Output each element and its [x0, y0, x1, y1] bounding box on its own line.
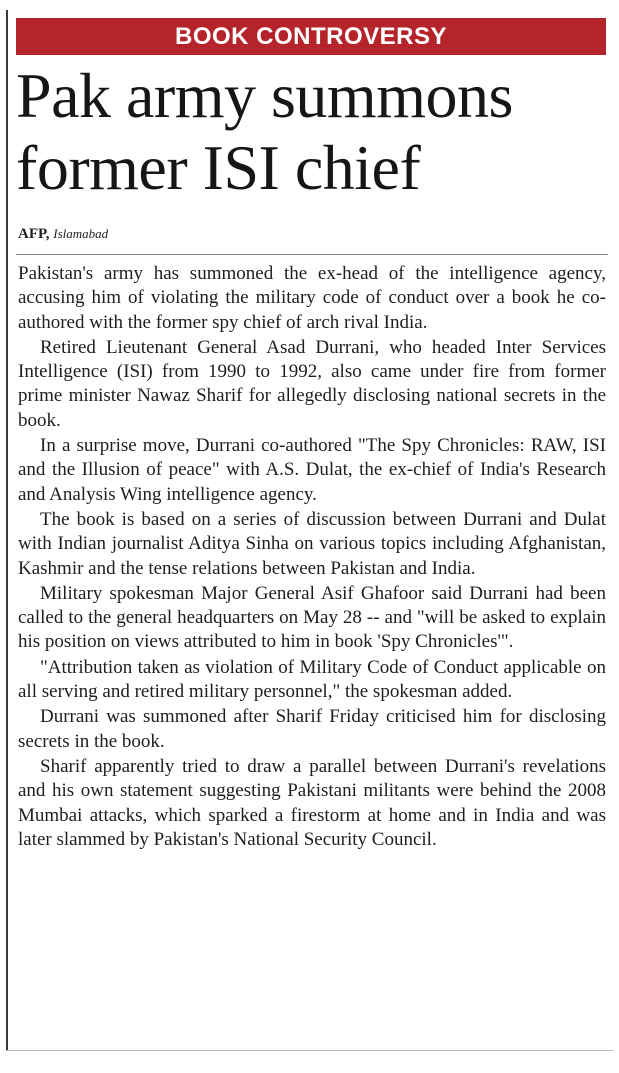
byline-agency: AFP, [18, 226, 50, 242]
article-paragraph: Pakistan's army has summoned the ex-head of the intelligence agency, accusing him of violating the military code of conduct over a book he co-authored with the former spy chief of arch rival India. [18, 263, 606, 333]
byline [18, 226, 108, 243]
article-paragraph: Durrani was summoned after Sharif Friday criticised him for disclosing secrets in the book. [18, 706, 606, 752]
headline: Pak army summons former ISI chief [16, 60, 513, 203]
article-paragraph: Retired Lieutenant General Asad Durrani, who headed Inter Services Intelligence (ISI) from 1990 to 1992, also came under fire from former prime minister Nawaz Sharif for allegedly disclosing national secrets in the book. [18, 336, 606, 431]
article-paragraph: Military spokesman Major General Asif Ghafoor said Durrani had been called to the general headquarters on May 28 -- and "will be asked to explain his position on views attributed to him in book 'Spy Chronicles'". [18, 582, 606, 653]
article-paragraph: In a surprise move, Durrani co-authored "The Spy Chronicles: RAW, ISI and the Illusion of peace" with A.S. Dulat, the ex-chief of India's Research and Analysis Wing intelligence agency. [18, 435, 606, 505]
section-kicker: BOOK CONTROVERSY [16, 18, 606, 55]
byline-divider [16, 254, 608, 255]
article-paragraph: Sharif apparently tried to draw a parallel between Durrani's revelations and his own statement suggesting Pakistani militants were behind the 2008 Mumbai attacks, which sparked a firestorm at home and in India and was later slammed by Pakistan's National Security Council. [18, 755, 606, 850]
byline-location: Islamabad [53, 226, 109, 241]
bottom-rule [6, 1050, 613, 1051]
article-paragraph: The book is based on a series of discussion between Durrani and Dulat with Indian journalist Aditya Sinha on various topics including Afghanistan, Kashmir and the tense relations between Pakistan and India. [18, 508, 606, 579]
left-column-rule [6, 10, 8, 1050]
article-body [18, 262, 606, 853]
article-paragraph: "Attribution taken as violation of Military Code of Conduct applicable on all serving and retired military personnel," the spokesman added. [18, 656, 606, 703]
